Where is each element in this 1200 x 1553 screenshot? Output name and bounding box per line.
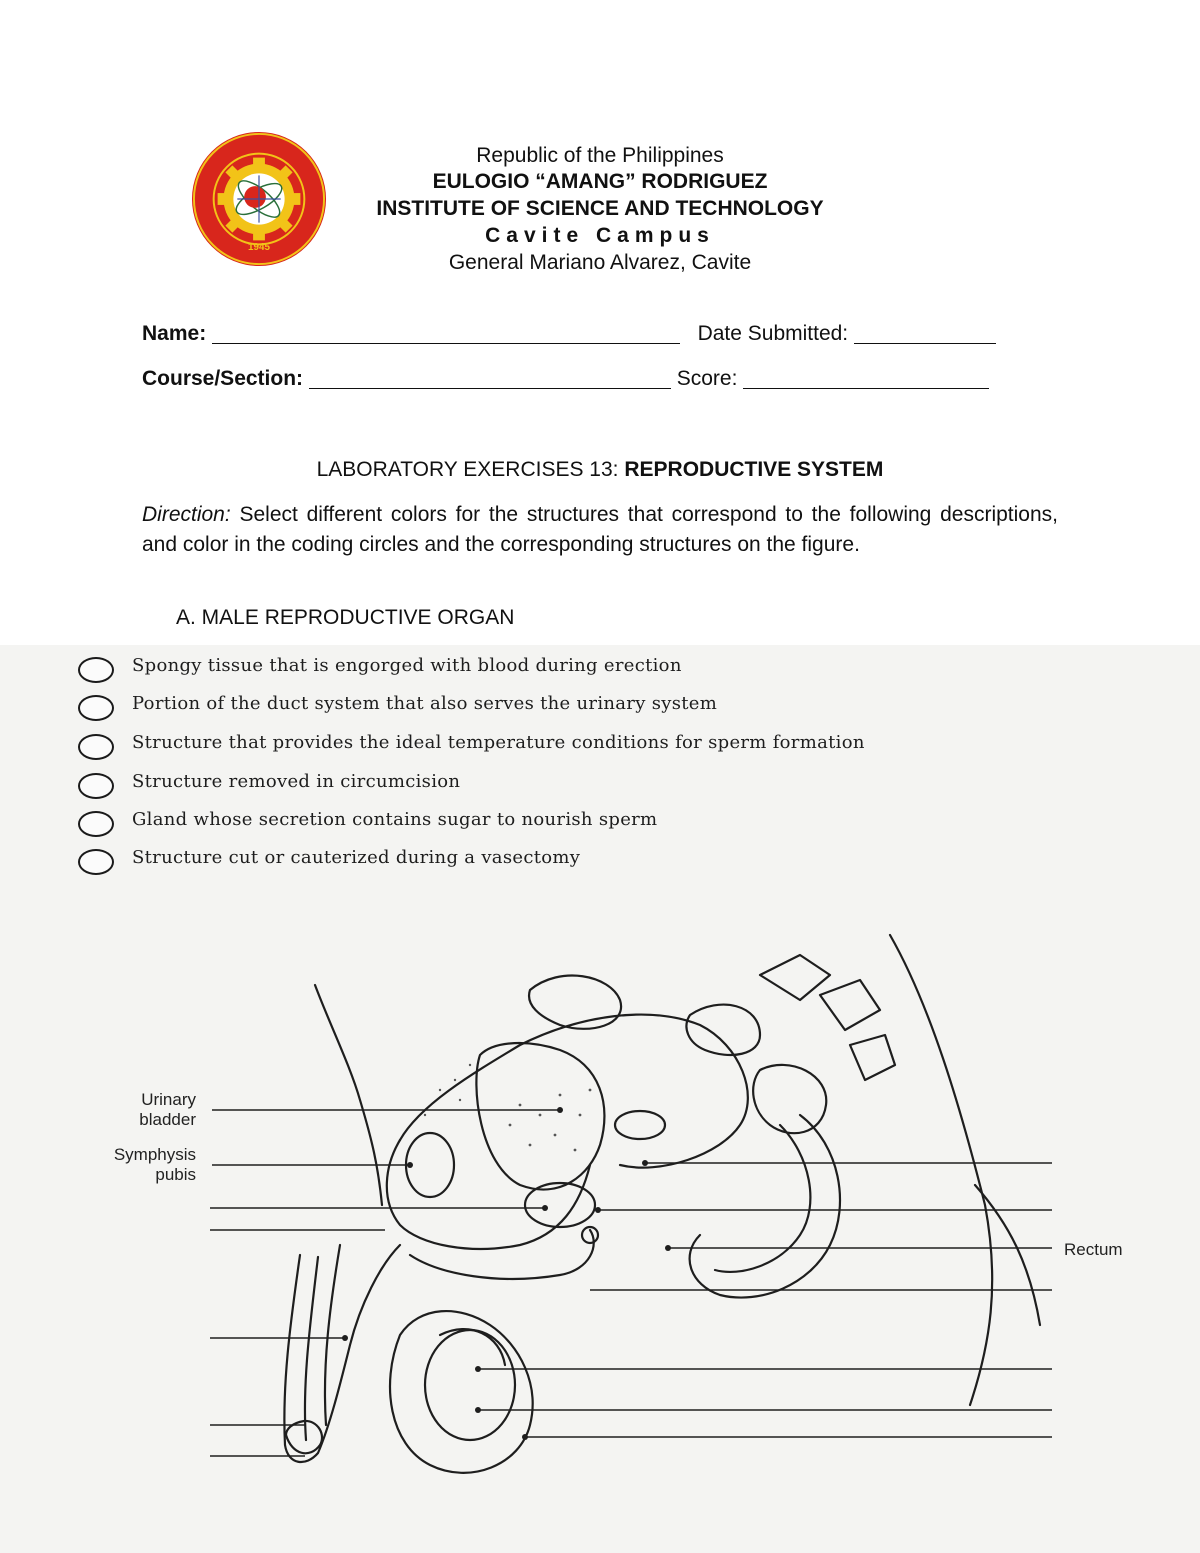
- symphysis-pubis-bone: [406, 1133, 454, 1197]
- scrotum-outline: [390, 1311, 533, 1473]
- institution-name-line2: INSTITUTE OF SCIENCE AND TECHNOLOGY: [376, 197, 824, 220]
- label-urinary-bladder: Urinary bladder: [139, 1090, 196, 1129]
- legend-text: Structure cut or cauterized during a vasectomy: [132, 847, 581, 868]
- abdomen-outline: [315, 985, 382, 1205]
- score-label: Score:: [676, 367, 738, 390]
- buttock-outline: [890, 935, 992, 1405]
- prostate-gland: [525, 1183, 595, 1227]
- intestine-loop: [529, 976, 621, 1029]
- seminal-vesicle: [615, 1111, 665, 1139]
- date-submitted-label: Date Submitted:: [697, 322, 849, 345]
- penis-outline: [284, 1245, 400, 1462]
- legend-text: Gland whose secretion contains sugar to nourish sperm: [132, 809, 658, 830]
- urethra-path: [387, 1140, 590, 1249]
- campus-name: Cavite Campus: [485, 224, 715, 247]
- direction-text: Select different colors for the structures that correspond to the following descriptions, and color in the coding circles and the corresponding structures on the figure.: [142, 503, 1058, 556]
- logo-year: 1945: [248, 242, 270, 254]
- legend-text: Structure removed in circumcision: [132, 771, 461, 792]
- exercise-title: [0, 458, 1200, 482]
- course-section-label: Course/Section:: [142, 367, 304, 390]
- name-field[interactable]: [212, 323, 680, 344]
- institution-name-line1: EULOGIO “AMANG” RODRIGUEZ: [432, 170, 768, 193]
- legend-text: Portion of the duct system that also serves the urinary system: [132, 693, 718, 714]
- exercise-title-prefix: LABORATORY EXERCISES 13:: [316, 458, 625, 481]
- direction-paragraph: [142, 500, 1058, 560]
- score-field[interactable]: [743, 368, 989, 389]
- name-row: [142, 322, 996, 346]
- legend-text: Spongy tissue that is engorged with blood during erection: [132, 655, 682, 676]
- course-row: [142, 367, 989, 391]
- rectum-outline: [690, 1115, 840, 1298]
- glans: [286, 1421, 322, 1453]
- country-heading: Republic of the Philippines: [476, 144, 724, 167]
- campus-location: General Mariano Alvarez, Cavite: [448, 251, 752, 274]
- vas-deferens-path: [400, 1015, 748, 1168]
- name-label: Name:: [142, 322, 207, 345]
- course-section-field[interactable]: [309, 368, 671, 389]
- date-submitted-field[interactable]: [854, 323, 996, 344]
- legend-text: Structure that provides the ideal temperature conditions for sperm formation: [132, 732, 865, 753]
- testis: [425, 1330, 515, 1440]
- direction-label: Direction:: [142, 503, 231, 526]
- label-rectum: Rectum: [1064, 1240, 1123, 1259]
- section-a-heading: A. MALE REPRODUCTIVE ORGAN: [176, 606, 515, 629]
- exercise-title-bold: REPRODUCTIVE SYSTEM: [624, 458, 884, 481]
- label-symphysis-pubis: Symphysis pubis: [113, 1145, 196, 1184]
